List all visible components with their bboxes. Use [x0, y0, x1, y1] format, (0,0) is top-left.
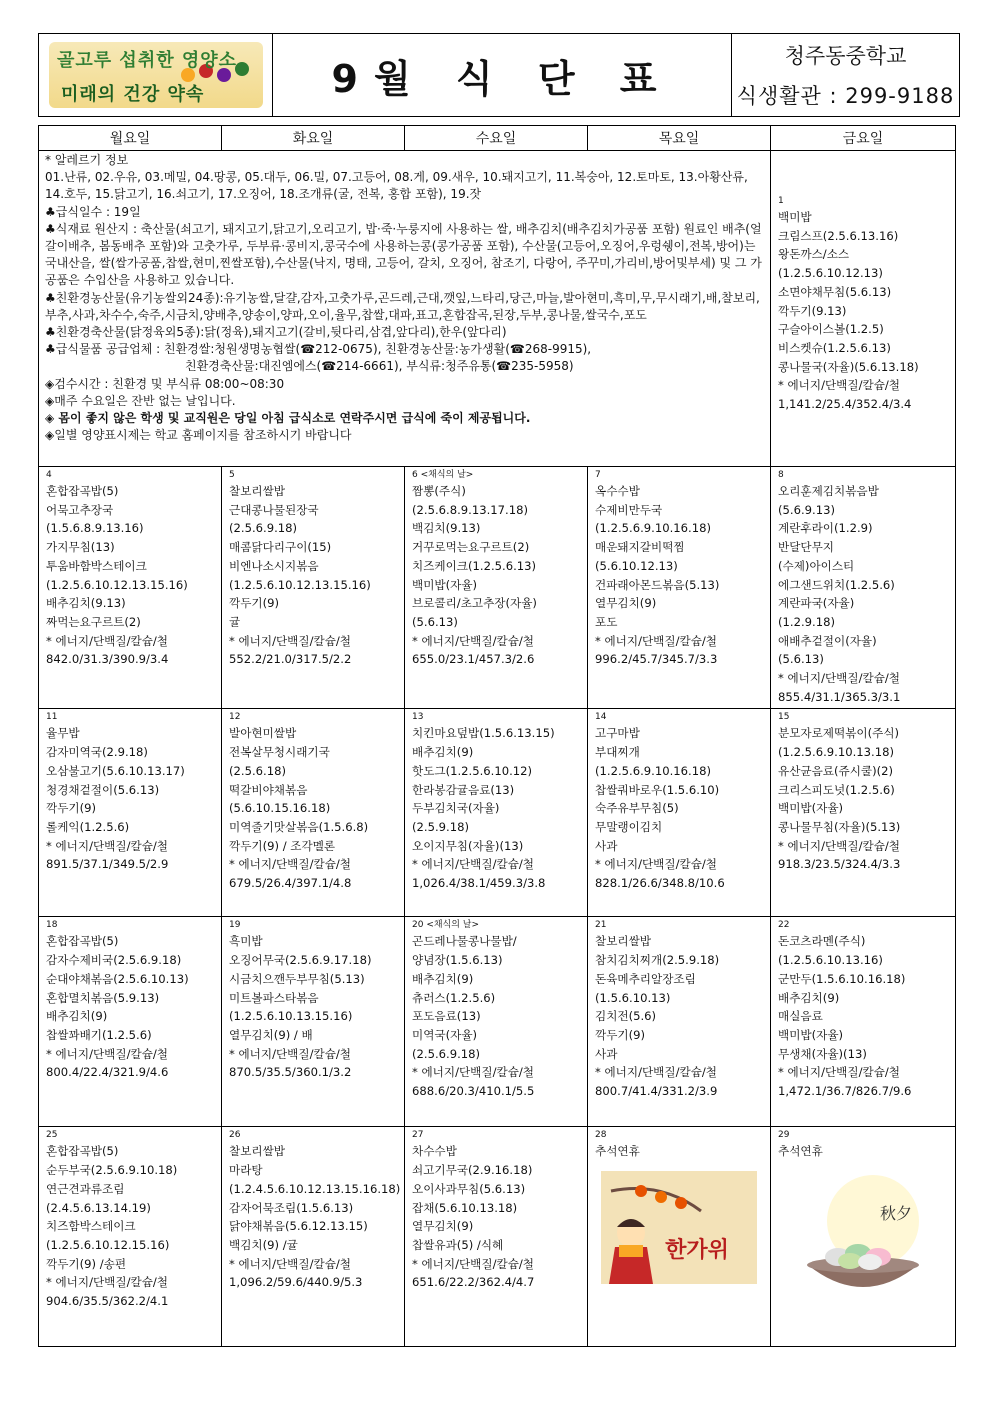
day-number: 14: [595, 712, 607, 723]
day-cell: [771, 467, 956, 709]
sick-notice: ◈ 몸이 좋지 않은 학생 및 교직원은 당일 아침 급식소로 연락주시면 급식에 죽이 제공됩니다.: [45, 411, 531, 426]
day-number: 29: [778, 1130, 790, 1141]
day-number: 7: [595, 470, 601, 480]
day-menu: [405, 467, 587, 671]
day-cell: [39, 917, 222, 1127]
nutrition-notice: ◈일별 영양표시제는 학교 홈페이지를 참조하시기 바랍니다: [45, 428, 352, 443]
day-cell: [405, 1127, 588, 1347]
day-number: 6 <채식의 날>: [412, 470, 474, 480]
day-number: 22: [778, 920, 790, 931]
day-menu: [405, 1127, 587, 1294]
logo-banner: [49, 42, 263, 108]
day-number: 15: [778, 712, 790, 723]
day-menu: [771, 1127, 955, 1163]
menu-text: 돈코츠라멘(주식) (1.2.5.6.10.13.16) 군만두(1.5.6.10.16.18) 배추김치(9) 매실음료 백미밥(자율) 무생채(자율)(13) * 에너지/단백질/칼슘/철 1,472.1/36.7/826.7/9.6: [778, 934, 912, 1099]
day-number: 26: [229, 1130, 241, 1141]
day-number: 8: [778, 470, 784, 480]
day-menu: [222, 1127, 404, 1294]
day-cell: [588, 709, 771, 917]
day-menu: [222, 917, 404, 1084]
menu-text: 고구마밥 부대찌개 (1.2.5.6.9.10.16.18) 찹쌀쿼바로우(1.5.6.10) 숙주유부무침(5) 무말랭이김치 사과 * 에너지/단백질/칼슘/철 828.1/26.6/348.8/10.6: [595, 726, 725, 891]
menu-text: 추석연휴: [595, 1144, 640, 1159]
day-menu: [405, 917, 587, 1102]
header: [38, 33, 960, 117]
day-menu: [39, 917, 221, 1084]
day-menu: [588, 1127, 770, 1163]
menu-text: 혼합잡곡밥(5) 감자수제비국(2.5.6.9.18) 순대야채볶음(2.5.6.10.13) 혼합멸치볶음(5.9.13) 배추김치(9) 찹쌀꽈배기(1.2.5.6) * 에너지/단백질/칼슘/철 800.4/22.4/321.9/4.6: [46, 934, 189, 1080]
day-cell: [771, 917, 956, 1127]
chuseok-sign: 한가위: [665, 1237, 729, 1264]
day-number: 25: [46, 1130, 58, 1141]
supplier-line-1: ♣급식물품 공급업체 : 친환경쌀:청원생명농협쌀(☎212-0675), 친환경농산물:농가생활(☎268-9915),: [45, 342, 592, 357]
menu-text: 추석연휴: [778, 1144, 823, 1159]
menu-text: 오리훈제김치볶음밥 (5.6.9.13) 계란후라이(1.2.9) 반달단무지 (수제)아이스티 에그샌드위치(1.2.5.6) 계란파국(자율) (1.2.9.18) 애배추겉절이(자율) (5.6.13) * 에너지/단백질/칼슘/철 855.4/31.1/365.3/3.1: [778, 484, 901, 704]
menu-text: 짬뽕(주식) (2.5.6.8.9.13.17.18) 백김치(9.13) 거꾸로먹는요구르트(2) 치즈케이크(1.2.5.6.13) 백미밥(자율) 브로콜리/초고추장(자율) (5.6.13) * 에너지/단백질/칼슘/철 655.0/23.1/457.3/2.6: [412, 484, 537, 667]
day-cell: [405, 467, 588, 709]
day-number: 18: [46, 920, 58, 931]
day-menu: [771, 709, 955, 876]
day-menu: [39, 709, 221, 876]
menu-text: 옥수수밥 수제비만두국 (1.2.5.6.9.10.16.18) 매운돼지갈비떡찜 (5.6.10.12.13) 건파래아몬드볶음(5.13) 열무김치(9) 포도 * 에너지/단백질/칼슘/철 996.2/45.7/345.7/3.3: [595, 484, 720, 667]
day-cell: [405, 709, 588, 917]
week-row: [39, 151, 956, 467]
chuseok-illustration: [601, 1171, 757, 1284]
wednesday-notice: ◈매주 수요일은 잔반 없는 날입니다.: [45, 393, 236, 408]
logo-slogan-1: 골고루 섭취한 영양소: [57, 50, 238, 71]
weekday-header-row: [39, 126, 956, 151]
allergy-list: 01.난류, 02.우유, 03.메밀, 04.땅콩, 05.대두, 06.밀, 07.고등어, 08.게, 09.새우, 10.돼지고기, 11.복숭아, 12.토마토, 13.아황산류, 14.호두, 15.닭고기, 16.쇠고기, 17.오징어, 18.조개류(굴, 전복, 홍합 포함), 19.잣: [45, 170, 752, 202]
day-menu: [588, 467, 770, 671]
day-number: 5: [229, 470, 235, 480]
day-number: 21: [595, 920, 607, 931]
leaf-icon: [235, 62, 249, 76]
day-cell: [771, 709, 956, 917]
day-number: 1: [778, 196, 784, 206]
logo: [39, 34, 273, 116]
inspection-time: ◈검수시간 : 친환경 및 부식류 08:00~08:30: [45, 376, 285, 391]
day-number: 27: [412, 1130, 424, 1141]
day-number: 28: [595, 1130, 607, 1141]
menu-text: 백미밥 크림스프(2.5.6.13.16) 왕돈까스/소스 (1.2.5.6.10.12.13) 소면야채무침(5.6.13) 깍두기(9.13) 구슬아이스볼(1.2.5) 비스켓슈(1.2.5.6.13) 콩나물국(자율)(5.6.13.18) * 에너지/단백질/칼슘/철 1,141.2/25.4/352.4/3.4: [778, 210, 919, 412]
menu-text: 찰보리쌀밥 근대콩나물된장국 (2.5.6.9.18) 매콤닭다리구이(15) 비엔나소시지볶음 (1.2.5.6.10.12.13.15.16) 깍두기(9) 귤 * 에너지/단백질/칼슘/철 552.2/21.0/317.5/2.2: [229, 484, 371, 667]
day-cell: [39, 709, 222, 917]
origin-info: ♣식재료 원산지 : 축산물(쇠고기, 돼지고기,닭고기,오리고기, 밥·죽·누룽지에 사용하는 쌀, 배추김치(배추김치가공품 포함) 원료인 배추(얼갈이배추, 봄동배추 포함)와 고춧가루, 두부류·콩비지,콩국수에 사용하는콩(콩가공품 포함), 수산물(고등어,오징어,우렁쉥이,전복,방어)는 국내산을, 쌀(쌀가공품,찹쌀,현미,찐쌀포함),수산물(낙지, 명태, 고등어, 갈치, 오징어, 참조기, 다랑어, 주꾸미,가리비,방어및부세) 및 그 가공품은 수입산을 사용하고 있습니다.: [45, 221, 762, 288]
day-number: 12: [229, 712, 241, 723]
day-cell: [405, 917, 588, 1127]
notice-block: [39, 151, 770, 445]
day-menu: [771, 151, 955, 416]
day-menu: [39, 467, 221, 671]
menu-table: [38, 125, 956, 1347]
weekday-header: 목요일: [588, 126, 771, 151]
autumn-eve-glyph: 秋夕: [880, 1204, 913, 1224]
day-menu: [405, 709, 587, 894]
day-cell: [588, 467, 771, 709]
day-cell: [771, 151, 956, 467]
week-row: [39, 709, 956, 917]
week-row: [39, 1127, 956, 1347]
menu-text: 발아현미쌀밥 전복살무청시래기국 (2.5.6.18) 떡갈비야채볶음 (5.6.10.15.16.18) 미역줄기맛살볶음(1.5.6.8) 깍두기(9) / 조각멜론 * 에너지/단백질/칼슘/철 679.5/26.4/397.1/4.8: [229, 726, 369, 891]
page-title: 9월 식 단 표: [273, 34, 732, 116]
week-row: [39, 917, 956, 1127]
day-menu: [222, 709, 404, 894]
day-menu: [39, 1127, 221, 1312]
day-cell: [222, 1127, 405, 1347]
songpyeon-illustration: [788, 1169, 938, 1309]
weekday-header: 월요일: [39, 126, 222, 151]
day-menu: [771, 467, 955, 708]
menu-text: 찰보리쌀밥 참치김치찌개(2.5.9.18) 돈육메추리알장조림 (1.5.6.10.13) 김치전(5.6) 깍두기(9) 사과 * 에너지/단백질/칼슘/철 800.7/41.4/331.2/3.9: [595, 934, 720, 1099]
menu-text: 치킨마요덮밥(1.5.6.13.15) 배추김치(9) 핫도그(1.2.5.6.10.12) 한라봉감귤음료(13) 두부김치국(자율) (2.5.9.18) 오이지무침(자율)(13) * 에너지/단백질/칼슘/철 1,026.4/38.1/459.3/3.8: [412, 726, 555, 891]
week-row: [39, 467, 956, 709]
day-menu: [588, 917, 770, 1102]
weekday-header: 화요일: [222, 126, 405, 151]
day-number: 19: [229, 920, 241, 931]
day-cell: [39, 467, 222, 709]
day-menu: [771, 917, 955, 1102]
menu-text: 곤드레나물콩나물밥/ 양념장(1.5.6.13) 배추김치(9) 츄러스(1.2.5.6) 포도음료(13) 미역국(자율) (2.5.6.9.18) * 에너지/단백질/칼슘/철 688.6/20.3/410.1/5.5: [412, 934, 535, 1099]
weekday-header: 금요일: [771, 126, 956, 151]
day-cell: [771, 1127, 956, 1347]
menu-text: 율무밥 감자미역국(2.9.18) 오삼불고기(5.6.10.13.17) 청경채겉절이(5.6.13) 깍두기(9) 롤케익(1.2.5.6) * 에너지/단백질/칼슘/철 891.5/37.1/349.5/2.9: [46, 726, 185, 872]
eco-farm-info: ♣친환경농산물(유기농쌀외24종):유기농쌀,달걀,감자,고춧가루,곤드레,근대,깻잎,느타리,당근,마늘,발아현미,흑미,무,무시래기,배,찰보리,부추,사과,차수수,숙주,시금치,양배추,양송이,양파,오이,율무,찹쌀,대파,표고,혼합잡곡,된장,두부,콩나물,쌀국수,포도: [45, 290, 760, 322]
day-cell: [588, 917, 771, 1127]
menu-text: 혼합잡곡밥(5) 순두부국(2.5.6.9.10.18) 연근견과류조림 (2.4.5.6.13.14.19) 치즈함박스테이크 (1.2.5.6.10.12.15.16) 깍두기(9) /송편 * 에너지/단백질/칼슘/철 904.6/35.5/362.2/4.1: [46, 1144, 178, 1309]
day-menu: [222, 467, 404, 671]
school-info: [732, 34, 959, 116]
logo-slogan-2: 미래의 건강 약속: [61, 84, 205, 105]
day-number: 20 <채식의 날>: [412, 920, 480, 931]
cafeteria-phone: 식생활관 : 299-9188: [736, 84, 955, 108]
eco-livestock-info: ♣친환경축산물(닭정육외5종):닭(정육),돼지고기(갈비,뒷다리,삼겹,앞다리),한우(앞다리): [45, 325, 507, 340]
day-menu: [588, 709, 770, 894]
menu-text: 흑미밥 오징어무국(2.5.6.9.17.18) 시금치으깬두부무침(5.13) 미트볼파스타볶음 (1.2.5.6.10.13.15.16) 열무김치(9) / 배 * 에너지/단백질/칼슘/철 870.5/35.5/360.1/3.2: [229, 934, 372, 1080]
hanbok-girl-image: [601, 1171, 757, 1284]
weekday-header: 수요일: [405, 126, 588, 151]
menu-text: 찰보리쌀밥 마라탕 (1.2.4.5.6.10.12.13.15.16.18) 감자어묵조림(1.5.6.13) 닭야채볶음(5.6.12.13.15) 백김치(9) /귤 * 에너지/단백질/칼슘/철 1,096.2/59.6/440.9/5.3: [229, 1144, 401, 1290]
menu-text: 차수수밥 쇠고기무국(2.9.16.18) 오이사과무침(5.6.13) 잡채(5.6.10.13.18) 열무김치(9) 찹쌀유과(5) /식혜 * 에너지/단백질/칼슘/철 651.6/22.2/362.4/4.7: [412, 1144, 535, 1290]
meal-days: ♣급식일수 : 19일: [45, 204, 141, 219]
allergy-title: * 알레르기 정보: [45, 153, 129, 167]
school-name: 청주동중학교: [784, 44, 907, 68]
day-number: 4: [46, 470, 52, 480]
day-cell: [222, 917, 405, 1127]
menu-text: 혼합잡곡밥(5) 어묵고추장국 (1.5.6.8.9.13.16) 가지무침(13) 투움바함박스테이크 (1.2.5.6.10.12.13.15.16) 배추김치(9.13) 짜먹는요구르트(2) * 에너지/단백질/칼슘/철 842.0/31.3/390.9/3.4: [46, 484, 188, 667]
songpyeon-image: [788, 1169, 938, 1309]
day-cell: [222, 709, 405, 917]
day-cell: [39, 1127, 222, 1347]
day-number: 11: [46, 712, 58, 723]
menu-text: 분모자로제떡볶이(주식) (1.2.5.6.9.10.13.18) 유산균음료(쥬시쿨)(2) 크리스피도넛(1.2.5.6) 백미밥(자율) 콩나물무침(자율)(5.13) * 에너지/단백질/칼슘/철 918.3/23.5/324.4/3.3: [778, 726, 901, 872]
day-cell: [588, 1127, 771, 1347]
supplier-line-2: 친환경축산물:대진엠에스(☎214-6661), 부식류:청주유통(☎235-5958): [185, 359, 574, 374]
day-number: 13: [412, 712, 424, 723]
notice-cell: [39, 151, 771, 467]
day-cell: [222, 467, 405, 709]
